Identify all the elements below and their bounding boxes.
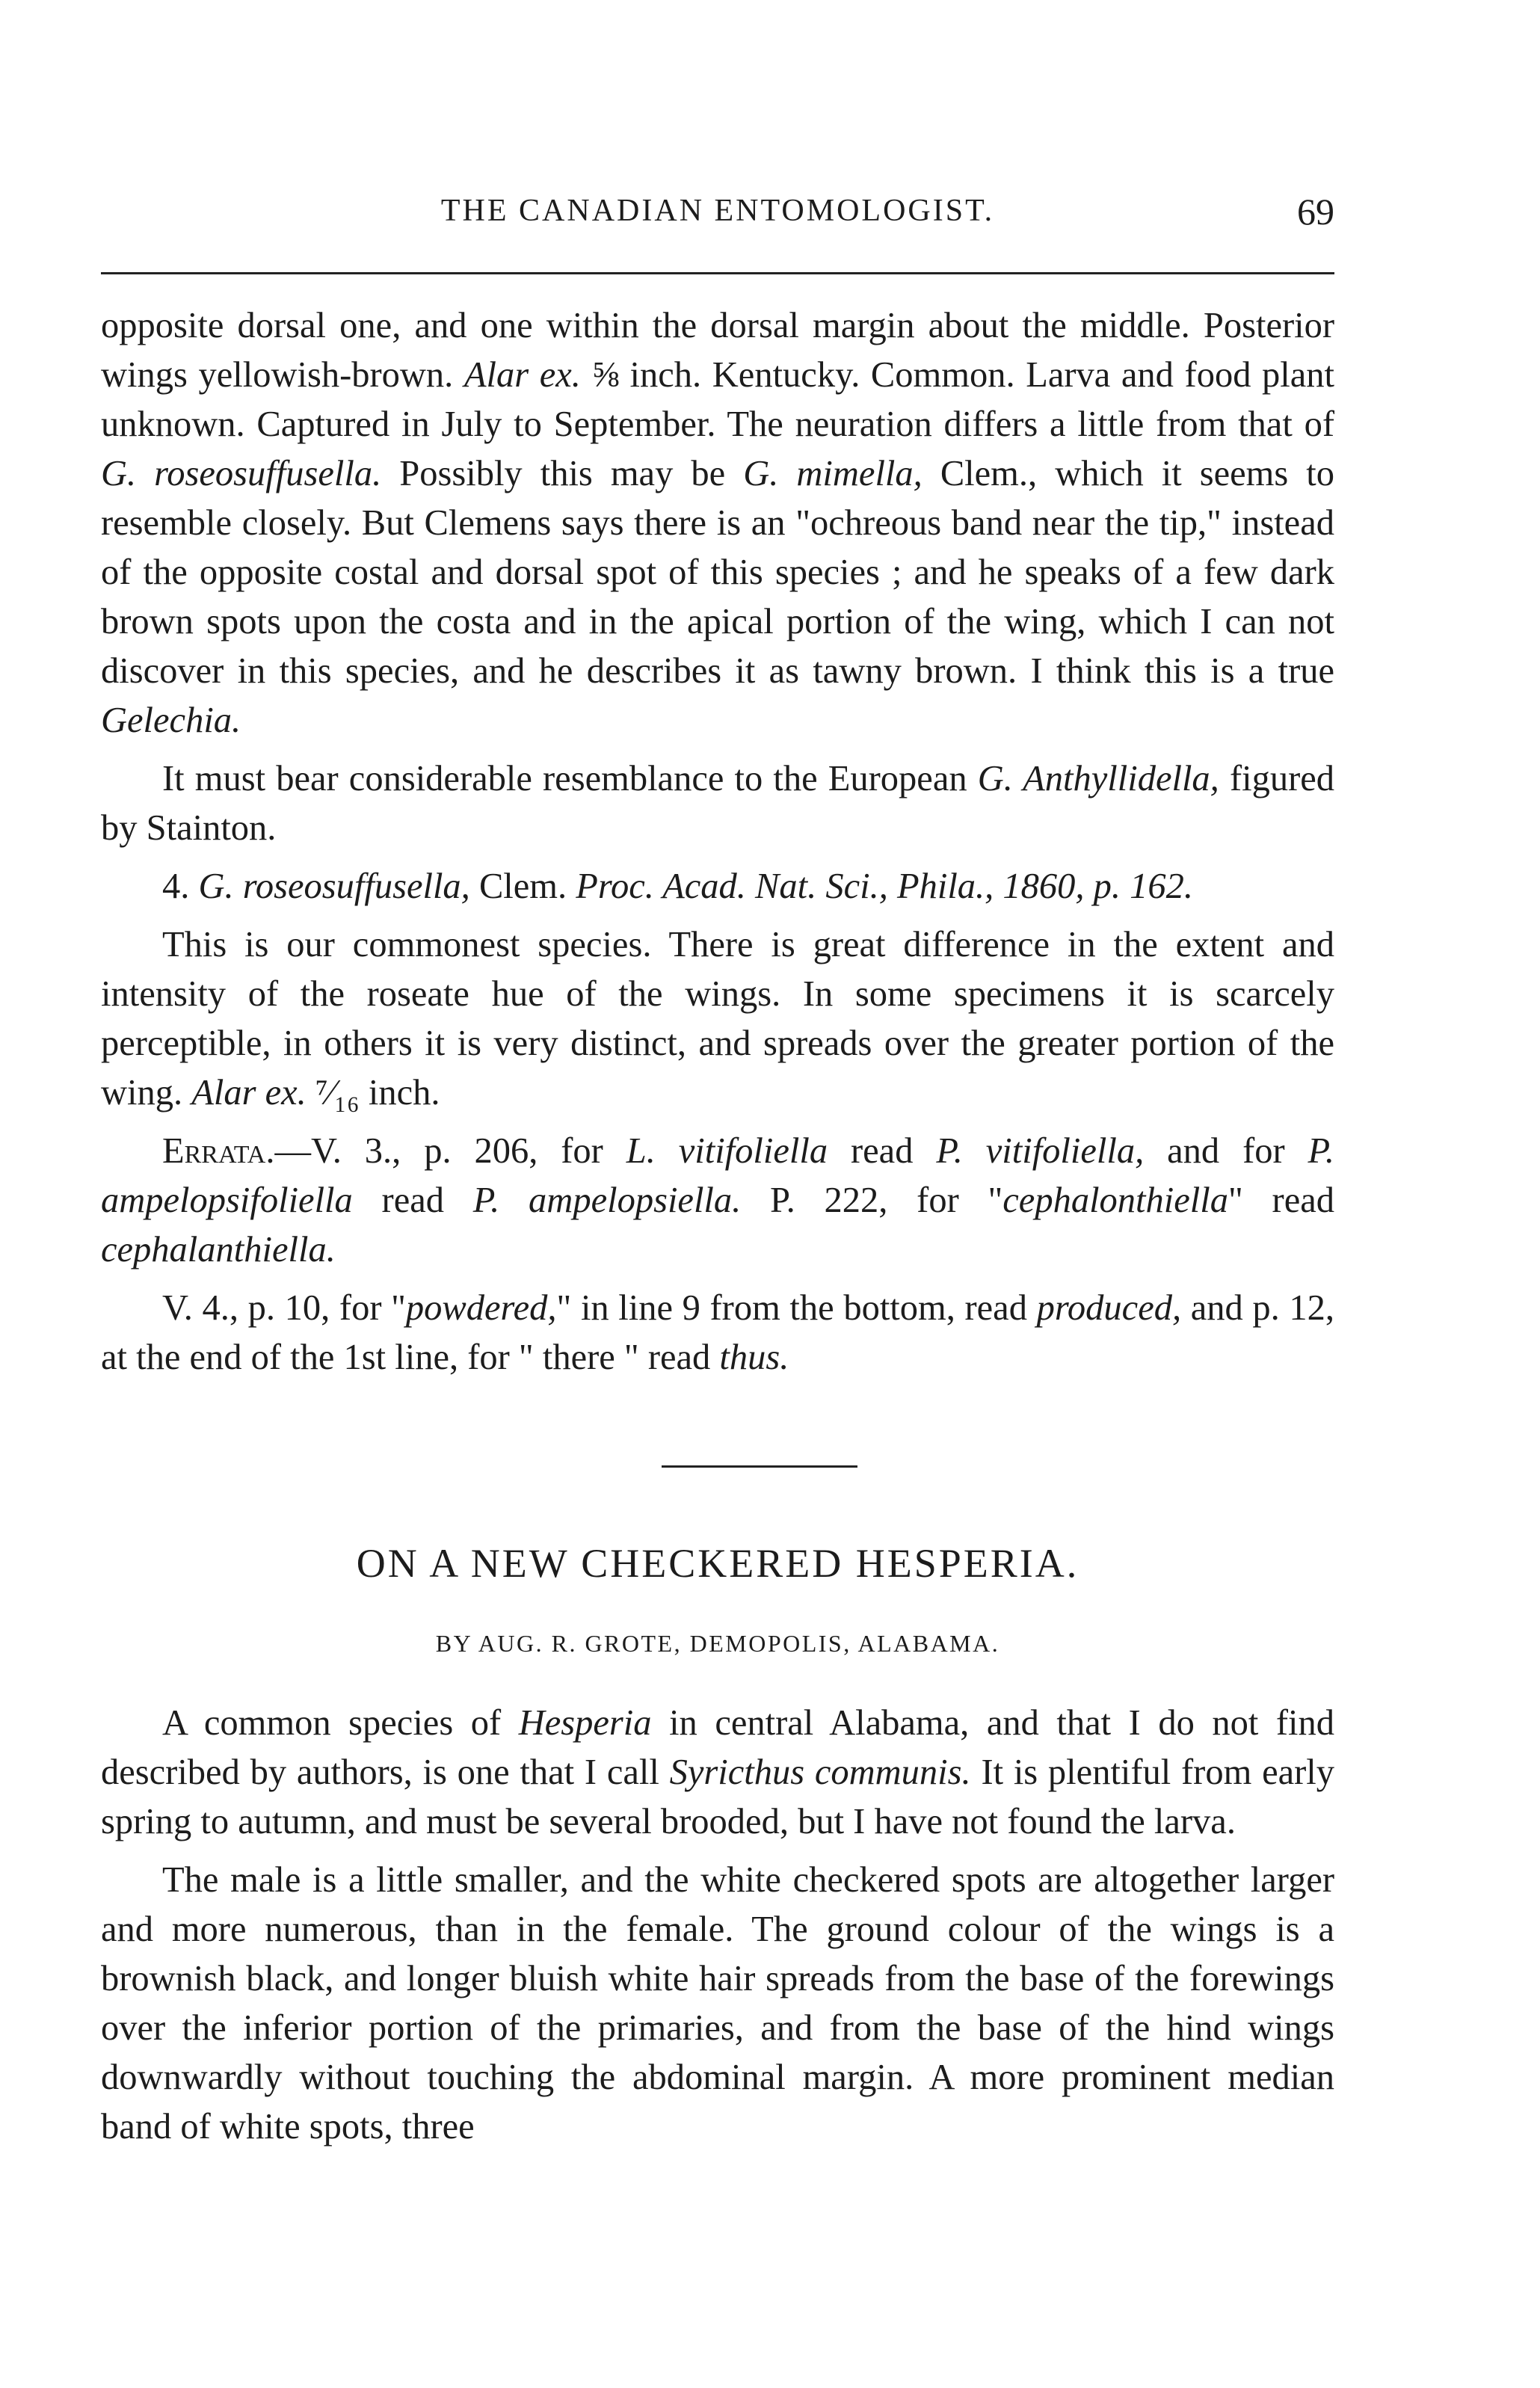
text-run: " in line 9 from the bottom, read bbox=[556, 1288, 1027, 1328]
text-run: figured by Stainton. bbox=[101, 759, 1334, 848]
paragraph-intro bbox=[101, 1699, 1334, 1847]
text-run: ⅝ inch. Kentucky. Common. Larva and food plant unknown. Captured in July to September. The neuration differs a little from that of bbox=[101, 355, 1335, 444]
text-run: Clem. bbox=[478, 867, 567, 906]
text-run: in central Alabama, and that I do not find described by authors, is one that I call bbox=[101, 1703, 1335, 1792]
paragraph-commonest-species bbox=[101, 920, 1334, 1118]
text-run: —V. 3., p. 206, for bbox=[274, 1131, 603, 1171]
header-rule bbox=[101, 272, 1334, 274]
text-run: " read bbox=[1228, 1181, 1335, 1220]
section-divider bbox=[662, 1465, 857, 1468]
italic-text: powdered, bbox=[405, 1288, 557, 1328]
paragraph-resemblance bbox=[101, 754, 1334, 853]
text-run: Clem., which it seems to resemble closely. But Clemens says there is an "ochreous band near the tip," instead of the opposite costal and dorsal spot of this species ; and he speaks of a few dark brown spots upon the costa and in the apical portion of the wing, which I can not discover in this species, and he describes it as tawny brown. I think this is a true bbox=[101, 454, 1335, 691]
italic-text: G. Anthyllidella, bbox=[977, 759, 1219, 798]
article-byline: BY AUG. R. GROTE, DEMOPOLIS, ALABAMA. bbox=[435, 1630, 1000, 1657]
text-run: This is our commonest species. There is great difference in the extent and intensity of the roseate hue of the wings. In some specimens it is scarcely perceptible, in others it is very distinct, and spreads over the greater portion of the wing. bbox=[101, 925, 1334, 1113]
italic-text: Proc. Acad. Nat. Sci., Phila., 1860, p. 162. bbox=[576, 867, 1194, 906]
italic-text: L. vitifoliella bbox=[626, 1131, 828, 1171]
text-run: ⁷⁄₁₆ inch. bbox=[315, 1073, 440, 1113]
italic-text: G. roseosuffusella. bbox=[101, 454, 382, 493]
text-run: opposite dorsal one, and one within the dorsal margin about the middle. Posterior wings yellowish-brown. bbox=[101, 306, 1334, 395]
errata-label: Errata. bbox=[162, 1131, 275, 1171]
page-number: 69 bbox=[1297, 191, 1334, 233]
italic-text: Alar ex. bbox=[463, 355, 581, 395]
italic-text: Syricthus communis. bbox=[669, 1752, 971, 1792]
text-run: P. 222, for " bbox=[770, 1181, 1003, 1220]
text-run: and p. 12, at the end of the 1st line, for " there " read bbox=[101, 1288, 1335, 1377]
paragraph-male-description: The male is a little smaller, and the white checkered spots are altogether larger and more numerous, than in the female. The ground colour of the wings is a brownish black, and longer bluish white hair spreads from the base of the forewings over the inferior portion of the primaries, and from the base of the hind wings downwardly without touching the abdominal margin. A more prominent median band of white spots, three bbox=[101, 1860, 1334, 2147]
italic-text: produced, bbox=[1036, 1288, 1182, 1328]
italic-text: P. vitifoliella, bbox=[936, 1131, 1145, 1171]
paragraph-species-description bbox=[101, 301, 1334, 745]
entry-number: 4. bbox=[162, 867, 190, 906]
text-run: Possibly this may be bbox=[399, 454, 726, 493]
running-title: THE CANADIAN ENTOMOLOGIST. bbox=[440, 194, 995, 228]
text-run: read bbox=[381, 1181, 445, 1220]
species-entry-heading bbox=[101, 862, 1334, 911]
italic-text: G. mimella, bbox=[743, 454, 923, 493]
italic-text: Alar ex. bbox=[191, 1073, 307, 1113]
text-run: A common species of bbox=[162, 1703, 502, 1743]
italic-text: P. ampelopsifoliella bbox=[101, 1131, 1335, 1220]
italic-text: Hesperia bbox=[518, 1703, 652, 1743]
text-run: V. 4., p. 10, for " bbox=[162, 1288, 406, 1328]
italic-text: cephalanthiella. bbox=[101, 1230, 336, 1270]
italic-text: cephalonthiella bbox=[1002, 1181, 1228, 1220]
article-body bbox=[101, 1699, 1334, 2152]
text-run: It must bear considerable resemblance to the European bbox=[162, 759, 967, 798]
italic-text: P. ampelopsiella. bbox=[472, 1181, 742, 1220]
errata-volume-four bbox=[101, 1284, 1334, 1382]
article-title: ON A NEW CHECKERED HESPERIA. bbox=[356, 1541, 1079, 1586]
text-run: It is plentiful from early spring to autumn, and must be several brooded, but I have not found the larva. bbox=[101, 1752, 1334, 1841]
article-continuation bbox=[101, 301, 1334, 1382]
running-head bbox=[101, 193, 1334, 245]
italic-text: G. roseosuffusella, bbox=[198, 867, 470, 906]
text-run: and for bbox=[1167, 1131, 1285, 1171]
text-run: read bbox=[850, 1131, 914, 1171]
errata-paragraph bbox=[101, 1127, 1334, 1275]
italic-text: Gelechia. bbox=[101, 701, 241, 740]
italic-text: thus. bbox=[719, 1338, 789, 1377]
